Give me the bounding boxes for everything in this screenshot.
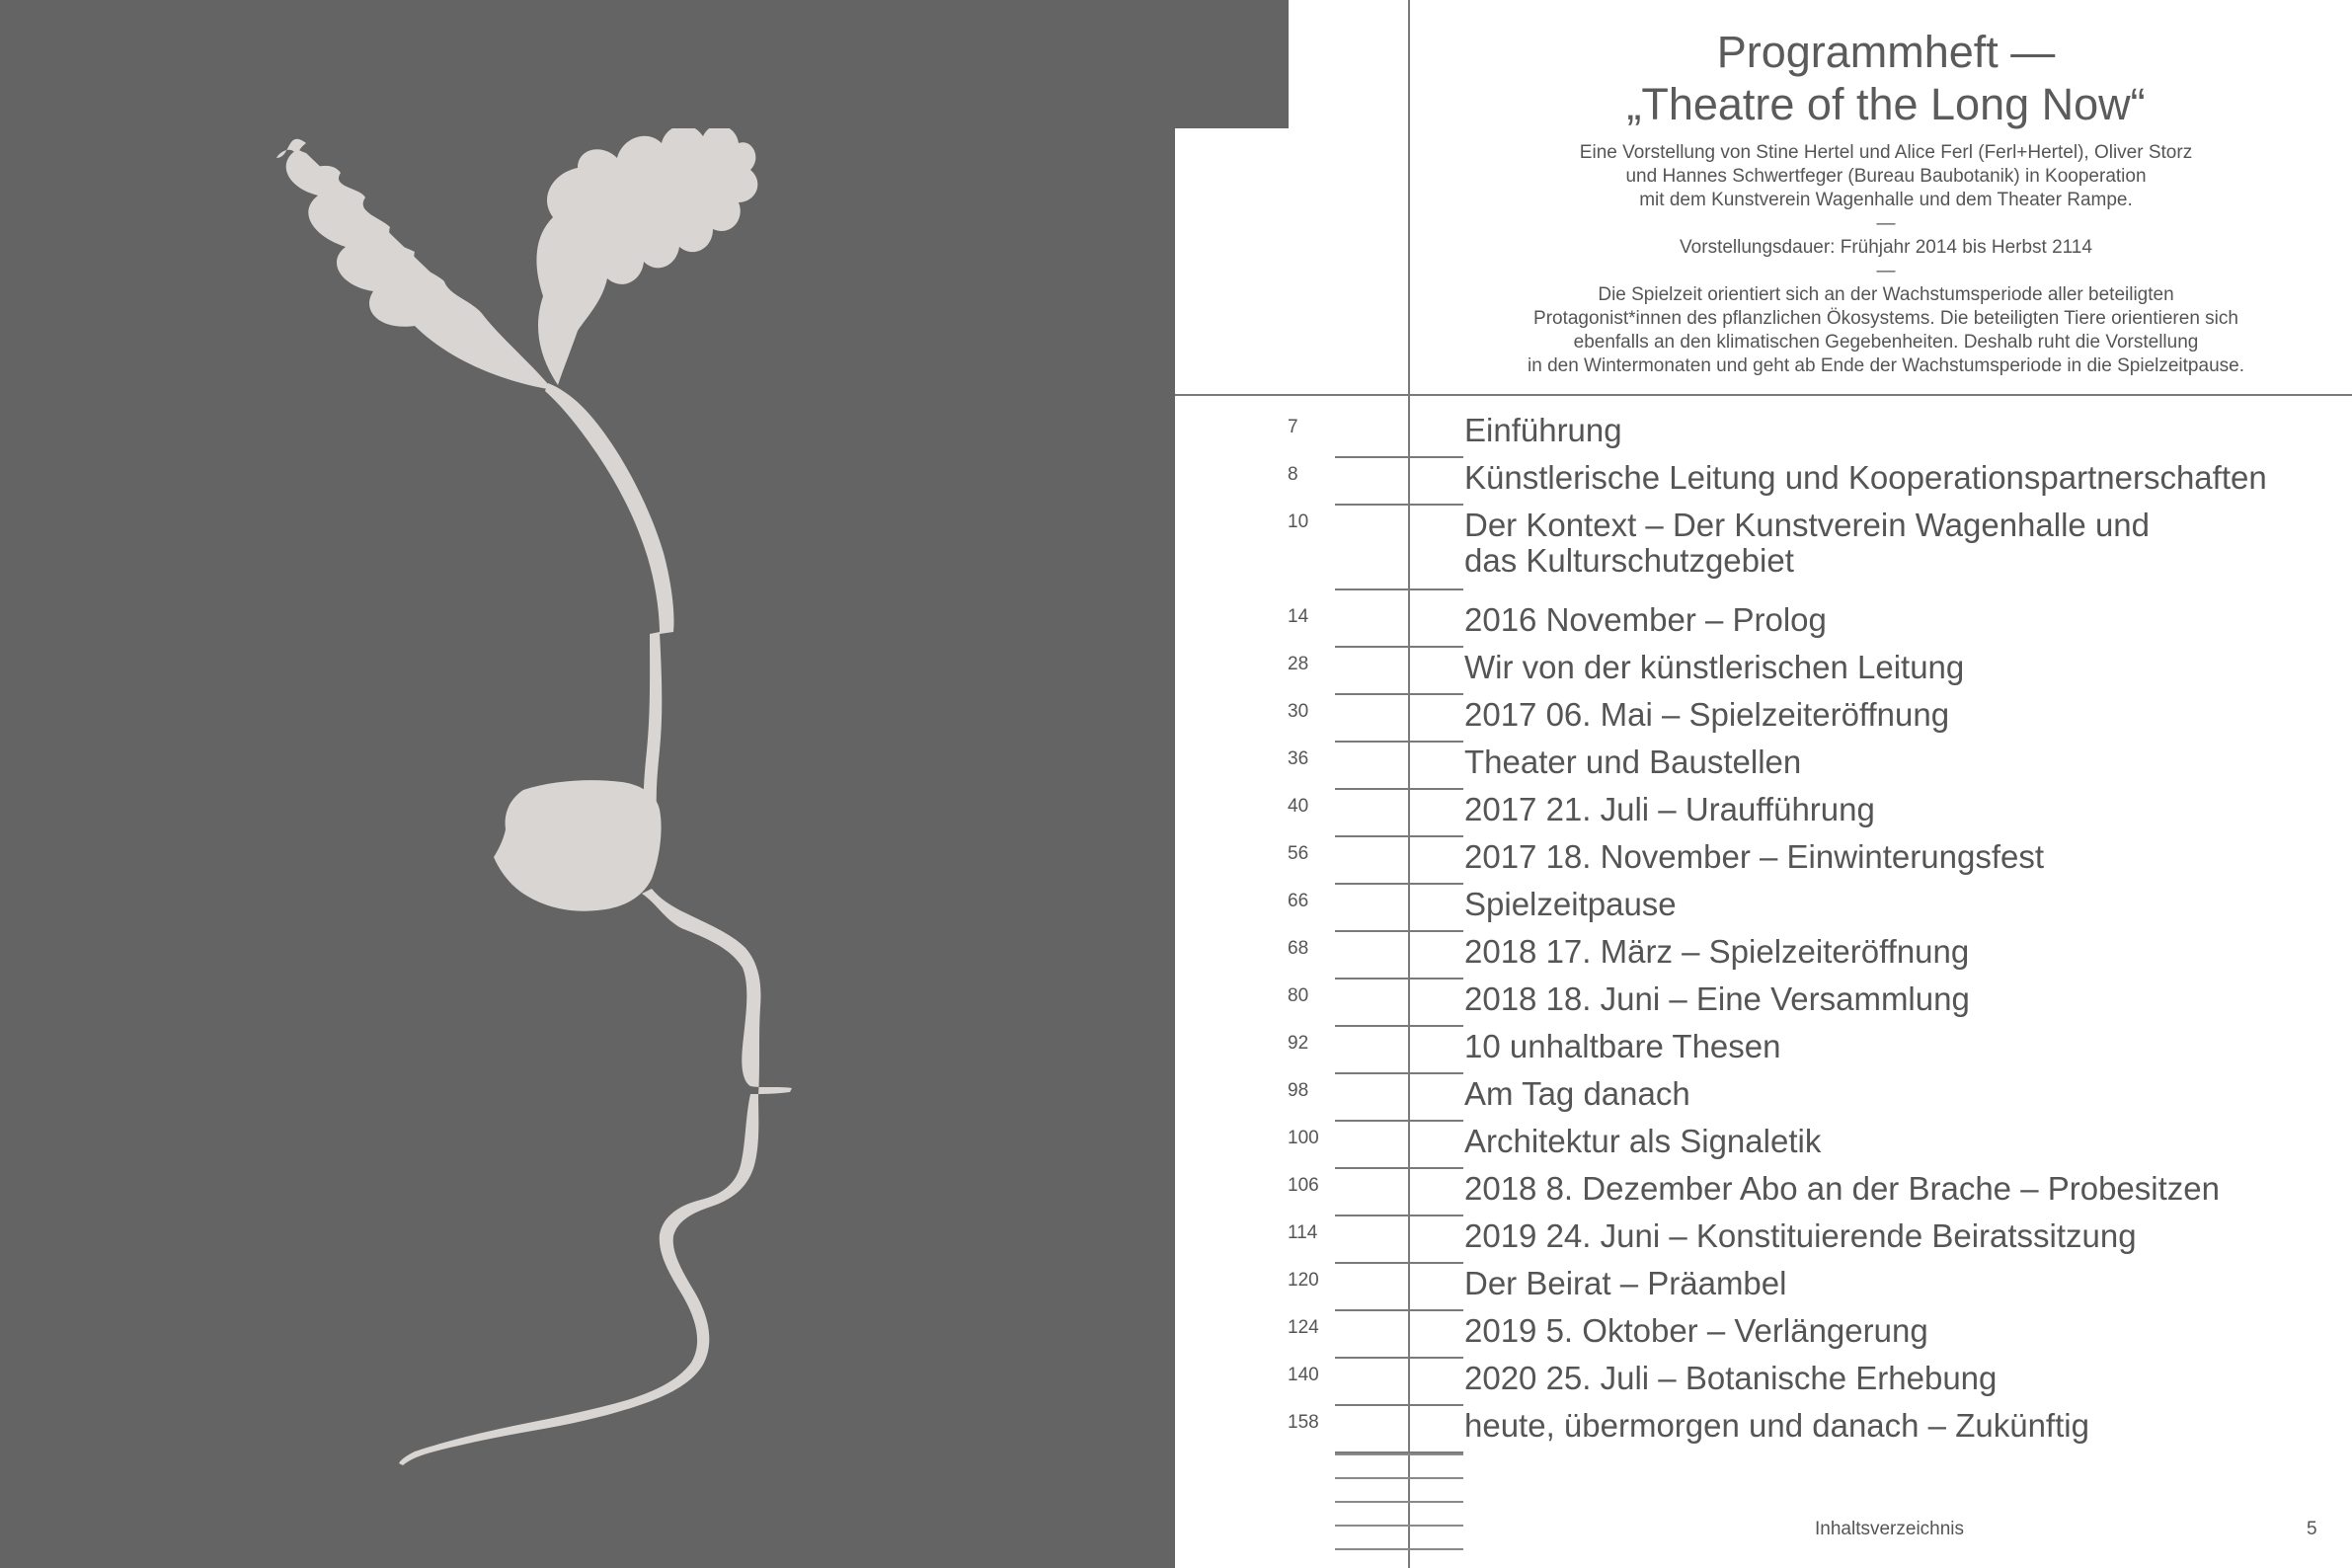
intro-line: in den Wintermonaten und geht ab Ende der Wachstumsperiode in die Spielzeitpause.: [1528, 355, 2244, 376]
toc-entry-title[interactable]: 2020 25. Juli – Botanische Erhebung: [1464, 1360, 1998, 1396]
toc-page-number: 80: [1288, 985, 1309, 1006]
intro-line: Die Spielzeit orientiert sich an der Wachstumsperiode aller beteiligten: [1598, 284, 2174, 305]
toc-entry-title[interactable]: Architektur als Signaletik: [1464, 1123, 1822, 1159]
toc-entry-title[interactable]: 2019 24. Juni – Konstituierende Beiratssitzung: [1464, 1217, 2137, 1254]
toc-page-number: 8: [1288, 464, 1298, 485]
title-line-2: „Theatre of the Long Now“: [1626, 79, 2146, 129]
image-panel: [0, 0, 1175, 1568]
toc-page-number: 100: [1288, 1128, 1319, 1148]
toc-rule-empty: [1335, 1477, 1463, 1479]
toc-entry-title[interactable]: Der Kontext – Der Kunstverein Wagenhalle und: [1464, 507, 2150, 543]
intro-line: —: [1876, 261, 1896, 281]
toc-rule: [1335, 930, 1463, 932]
toc-page-number: 114: [1288, 1222, 1318, 1243]
toc-entry-title[interactable]: Am Tag danach: [1464, 1075, 1690, 1112]
toc-rule: [1335, 1357, 1463, 1359]
toc-rule: [1335, 1404, 1463, 1406]
toc-rule: [1335, 588, 1463, 590]
toc-page-number: 28: [1288, 654, 1309, 674]
toc-entry-title[interactable]: Künstlerische Leitung und Kooperationspartnerschaften: [1464, 459, 2267, 496]
toc-rule: [1335, 456, 1463, 458]
toc-page-number: 92: [1288, 1033, 1309, 1054]
toc-entry-title[interactable]: Spielzeitpause: [1464, 886, 1677, 922]
toc-entry-title[interactable]: 2018 18. Juni – Eine Versammlung: [1464, 980, 1970, 1017]
toc-entry-title[interactable]: Einführung: [1464, 412, 1622, 448]
intro-line: mit dem Kunstverein Wagenhalle und dem Theater Rampe.: [1639, 190, 2133, 210]
toc-rule: [1335, 693, 1463, 695]
toc-rule-empty: [1335, 1548, 1463, 1550]
toc-entry-title[interactable]: 2017 06. Mai – Spielzeiteröffnung: [1464, 696, 1950, 733]
toc-page-number: 120: [1288, 1270, 1319, 1291]
title-line-1: Programmheft —: [1716, 27, 2056, 77]
toc-page-number: 124: [1288, 1317, 1319, 1338]
toc-page-number: 14: [1288, 606, 1309, 627]
toc-page-number: 68: [1288, 938, 1309, 959]
oak-seedling-illustration: [0, 0, 1175, 1568]
footer-section-label: Inhaltsverzeichnis: [1815, 1519, 1965, 1539]
toc-entry-title[interactable]: 2019 5. Oktober – Verlängerung: [1464, 1312, 1928, 1349]
toc-rule: [1335, 504, 1463, 506]
intro-line: Eine Vorstellung von Stine Hertel und Alice Ferl (Ferl+Hertel), Oliver Storz: [1579, 142, 2193, 163]
toc-rule: [1335, 835, 1463, 837]
toc-entry-title[interactable]: 2018 17. März – Spielzeiteröffnung: [1464, 933, 1970, 970]
toc-page-number: 98: [1288, 1080, 1309, 1101]
toc-rule-empty: [1335, 1525, 1463, 1527]
horizontal-rule: [1175, 394, 2352, 396]
toc-entry-title[interactable]: Theater und Baustellen: [1464, 744, 1802, 780]
intro-line: Vorstellungsdauer: Frühjahr 2014 bis Herbst 2114: [1680, 237, 2092, 258]
toc-rule: [1335, 1025, 1463, 1027]
toc-rule: [1335, 646, 1463, 648]
toc-page-number: 66: [1288, 891, 1309, 911]
toc-rule: [1335, 788, 1463, 790]
toc-rule: [1335, 978, 1463, 980]
toc-rule: [1335, 1167, 1463, 1169]
toc-rule: [1335, 883, 1463, 885]
toc-page-number: 158: [1288, 1412, 1319, 1433]
toc-entry-title[interactable]: 2017 21. Juli – Uraufführung: [1464, 791, 1875, 827]
toc-entry-title[interactable]: 10 unhaltbare Thesen: [1464, 1028, 1781, 1064]
grey-background-extension: [0, 0, 1289, 128]
toc-entry-title[interactable]: heute, übermorgen und danach – Zukünftig: [1464, 1407, 2089, 1444]
toc-rule: [1335, 1120, 1463, 1122]
intro-line: Protagonist*innen des pflanzlichen Ökosystems. Die beteiligten Tiere orientieren sich: [1533, 308, 2238, 329]
page-number: 5: [2307, 1519, 2317, 1539]
toc-page-number: 140: [1288, 1365, 1319, 1385]
toc-entry-title-continued[interactable]: das Kulturschutzgebiet: [1464, 542, 1794, 579]
toc-page-number: 30: [1288, 701, 1309, 722]
intro-line: ebenfalls an den klimatischen Gegebenheiten. Deshalb ruht die Vorstellung: [1573, 332, 2199, 353]
toc-rule: [1335, 1262, 1463, 1264]
toc-rule: [1335, 1072, 1463, 1074]
page-title: [1481, 26, 2291, 130]
toc-entry-title[interactable]: 2016 November – Prolog: [1464, 601, 1827, 638]
toc-page-number: 106: [1288, 1175, 1319, 1196]
toc-rule: [1335, 1215, 1463, 1216]
toc-rule: [1335, 741, 1463, 743]
toc-page-number: 36: [1288, 748, 1309, 769]
intro-line: —: [1876, 213, 1896, 234]
toc-page-number: 10: [1288, 511, 1309, 532]
toc-page-number: 7: [1288, 417, 1298, 437]
intro-line: und Hannes Schwertfeger (Bureau Baubotanik) in Kooperation: [1625, 166, 2147, 187]
toc-rule: [1335, 1309, 1463, 1311]
toc-rule-empty: [1335, 1453, 1463, 1455]
toc-entry-title[interactable]: 2018 8. Dezember Abo an der Brache – Probesitzen: [1464, 1170, 2220, 1207]
toc-page-number: 40: [1288, 796, 1309, 817]
toc-entry-title[interactable]: 2017 18. November – Einwinterungsfest: [1464, 838, 2045, 875]
intro-text: [1481, 141, 2291, 378]
toc-page-number: 56: [1288, 843, 1309, 864]
toc-rule-empty: [1335, 1501, 1463, 1503]
toc-entry-title[interactable]: Der Beirat – Präambel: [1464, 1265, 1787, 1301]
vertical-rule: [1408, 0, 1410, 1568]
toc-entry-title[interactable]: Wir von der künstlerischen Leitung: [1464, 649, 1965, 685]
